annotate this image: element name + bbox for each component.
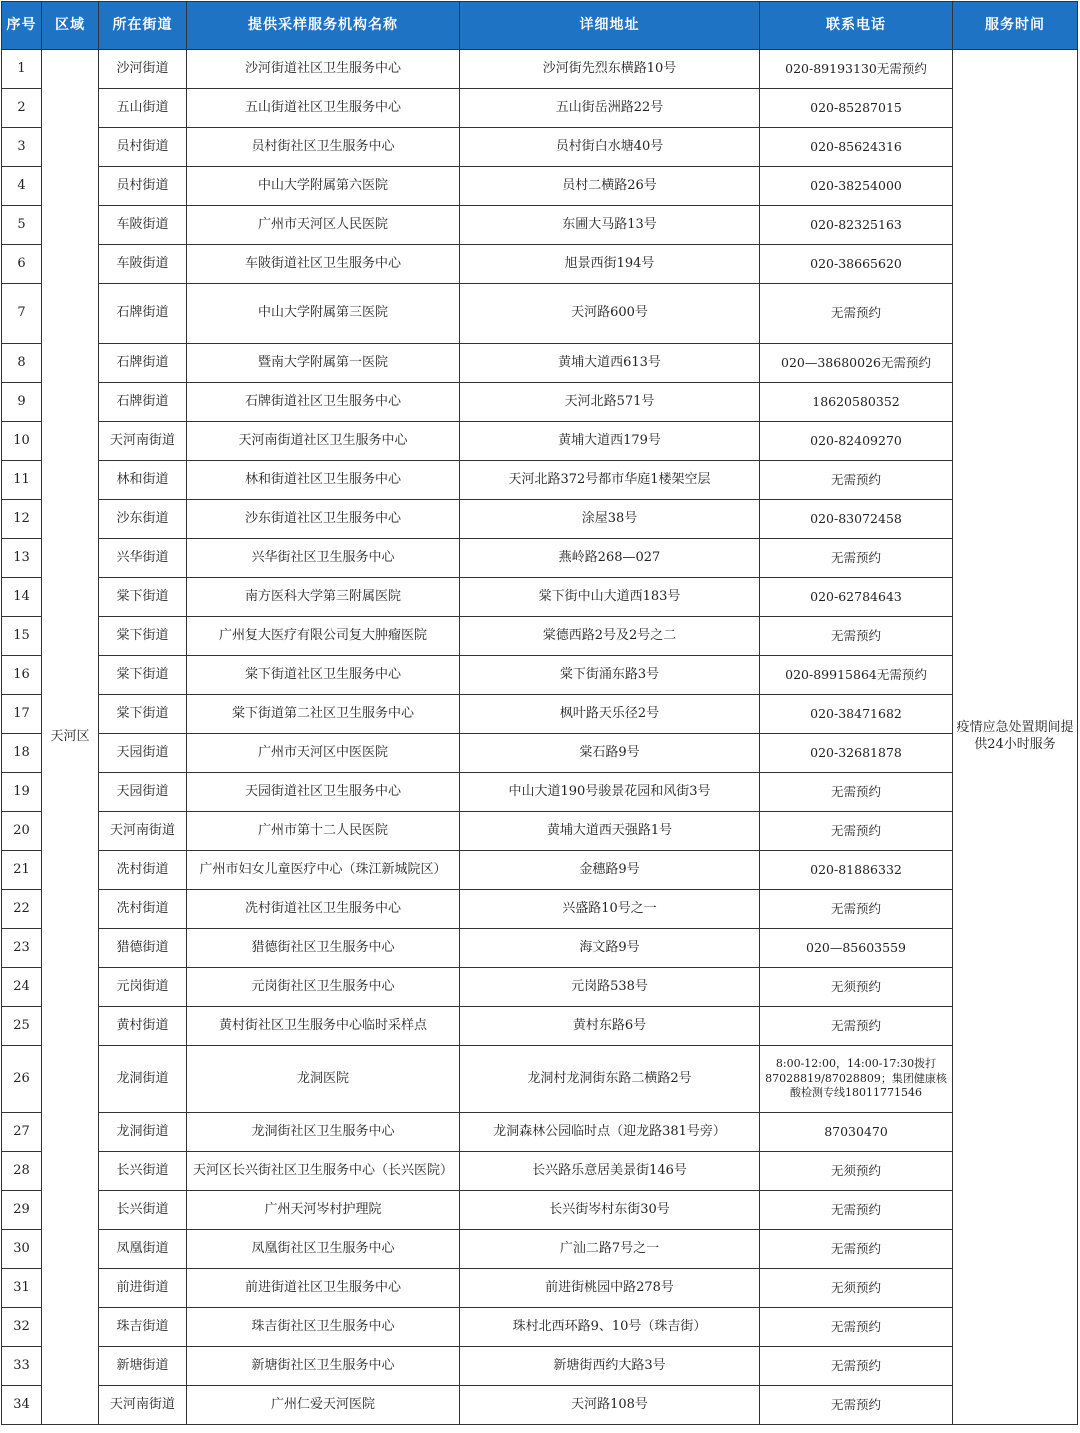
- table-row: [2, 539, 1078, 578]
- row-org: 猎德街社区卫生服务中心: [187, 929, 460, 968]
- region-cell: 天河区: [42, 50, 99, 1425]
- row-street: 车陂街道: [99, 206, 187, 245]
- row-seq: 16: [2, 656, 42, 695]
- row-street: 兴华街道: [99, 539, 187, 578]
- row-seq: 32: [2, 1308, 42, 1347]
- table-row: [2, 1007, 1078, 1046]
- table-row: [2, 50, 1078, 89]
- row-org: 五山街道社区卫生服务中心: [187, 89, 460, 128]
- row-org: 新塘街社区卫生服务中心: [187, 1347, 460, 1386]
- row-street: 元岗街道: [99, 968, 187, 1007]
- row-org: 南方医科大学第三附属医院: [187, 578, 460, 617]
- table-body: [2, 50, 1078, 1425]
- row-seq: 8: [2, 344, 42, 383]
- row-phone: 无需预约: [760, 461, 953, 500]
- row-address: 广汕二路7号之一: [460, 1230, 760, 1269]
- table-row: [2, 344, 1078, 383]
- row-phone: 无需预约: [760, 1191, 953, 1230]
- row-org: 中山大学附属第六医院: [187, 167, 460, 206]
- table-row: [2, 245, 1078, 284]
- row-phone: 无需预约: [760, 812, 953, 851]
- row-phone: 无需预约: [760, 773, 953, 812]
- row-street: 棠下街道: [99, 617, 187, 656]
- header-hours: 服务时间: [953, 2, 1078, 50]
- row-phone: 8:00-12:00，14:00-17:30拨打87028819/87028809；集团健康核酸检测专线18011771546: [760, 1046, 953, 1113]
- table-row: [2, 206, 1078, 245]
- row-org: 广州天河岑村护理院: [187, 1191, 460, 1230]
- row-seq: 21: [2, 851, 42, 890]
- table-row: [2, 128, 1078, 167]
- row-address: 涂屋38号: [460, 500, 760, 539]
- row-address: 兴盛路10号之一: [460, 890, 760, 929]
- row-phone: 87030470: [760, 1113, 953, 1152]
- row-org: 广州仁爱天河医院: [187, 1386, 460, 1425]
- row-seq: 1: [2, 50, 42, 89]
- header-row: [2, 2, 1078, 50]
- row-street: 天园街道: [99, 734, 187, 773]
- row-seq: 20: [2, 812, 42, 851]
- row-phone: 18620580352: [760, 383, 953, 422]
- row-phone: 020-38254000: [760, 167, 953, 206]
- row-seq: 14: [2, 578, 42, 617]
- row-seq: 9: [2, 383, 42, 422]
- row-street: 龙洞街道: [99, 1113, 187, 1152]
- table-row: [2, 1113, 1078, 1152]
- row-org: 石牌街道社区卫生服务中心: [187, 383, 460, 422]
- row-address: 新塘街西约大路3号: [460, 1347, 760, 1386]
- row-phone: 无需预约: [760, 1230, 953, 1269]
- table-row: [2, 656, 1078, 695]
- row-org: 林和街道社区卫生服务中心: [187, 461, 460, 500]
- row-phone: 无需预约: [760, 1386, 953, 1425]
- row-street: 沙东街道: [99, 500, 187, 539]
- table-row: [2, 89, 1078, 128]
- row-seq: 12: [2, 500, 42, 539]
- row-phone: 无需预约: [760, 539, 953, 578]
- row-address: 黄埔大道西天强路1号: [460, 812, 760, 851]
- row-seq: 22: [2, 890, 42, 929]
- row-street: 棠下街道: [99, 578, 187, 617]
- table-row: [2, 929, 1078, 968]
- row-address: 枫叶路天乐径2号: [460, 695, 760, 734]
- row-phone: 无需预约: [760, 617, 953, 656]
- row-phone: 020-82325163: [760, 206, 953, 245]
- header-phone: 联系电话: [760, 2, 953, 50]
- row-street: 棠下街道: [99, 695, 187, 734]
- row-address: 珠村北西环路9、10号（珠吉街）: [460, 1308, 760, 1347]
- row-street: 新塘街道: [99, 1347, 187, 1386]
- row-seq: 23: [2, 929, 42, 968]
- row-street: 前进街道: [99, 1269, 187, 1308]
- row-org: 兴华街社区卫生服务中心: [187, 539, 460, 578]
- row-address: 员村二横路26号: [460, 167, 760, 206]
- row-seq: 28: [2, 1152, 42, 1191]
- table-row: [2, 968, 1078, 1007]
- row-street: 沙河街道: [99, 50, 187, 89]
- row-address: 天河北路571号: [460, 383, 760, 422]
- row-org: 暨南大学附属第一医院: [187, 344, 460, 383]
- row-seq: 19: [2, 773, 42, 812]
- row-phone: 020-32681878: [760, 734, 953, 773]
- row-street: 天河南街道: [99, 1386, 187, 1425]
- row-address: 黄埔大道西179号: [460, 422, 760, 461]
- row-org: 广州市妇女儿童医疗中心（珠江新城院区）: [187, 851, 460, 890]
- row-address: 金穗路9号: [460, 851, 760, 890]
- row-phone: 020-89193130无需预约: [760, 50, 953, 89]
- header-address: 详细地址: [460, 2, 760, 50]
- table-row: [2, 617, 1078, 656]
- row-org: 中山大学附属第三医院: [187, 284, 460, 344]
- row-street: 凤凰街道: [99, 1230, 187, 1269]
- row-seq: 18: [2, 734, 42, 773]
- row-phone: 020-89915864无需预约: [760, 656, 953, 695]
- row-address: 东圃大马路13号: [460, 206, 760, 245]
- row-seq: 25: [2, 1007, 42, 1046]
- row-street: 石牌街道: [99, 383, 187, 422]
- row-seq: 30: [2, 1230, 42, 1269]
- table-row: [2, 500, 1078, 539]
- row-seq: 29: [2, 1191, 42, 1230]
- row-street: 冼村街道: [99, 890, 187, 929]
- row-phone: 020-82409270: [760, 422, 953, 461]
- row-street: 棠下街道: [99, 656, 187, 695]
- row-street: 车陂街道: [99, 245, 187, 284]
- row-org: 黄村街社区卫生服务中心临时采样点: [187, 1007, 460, 1046]
- row-org: 凤凰街社区卫生服务中心: [187, 1230, 460, 1269]
- table-row: [2, 1269, 1078, 1308]
- row-street: 员村街道: [99, 128, 187, 167]
- table-row: [2, 1308, 1078, 1347]
- row-org: 员村街社区卫生服务中心: [187, 128, 460, 167]
- row-phone: 020-38471682: [760, 695, 953, 734]
- table-row: [2, 1386, 1078, 1425]
- row-address: 黄埔大道西613号: [460, 344, 760, 383]
- table-row: [2, 734, 1078, 773]
- row-phone: 无需预约: [760, 284, 953, 344]
- row-phone: 020-85287015: [760, 89, 953, 128]
- row-phone: 无需预约: [760, 1347, 953, 1386]
- row-org: 冼村街道社区卫生服务中心: [187, 890, 460, 929]
- row-address: 沙河街先烈东横路10号: [460, 50, 760, 89]
- table-row: [2, 578, 1078, 617]
- row-org: 棠下街道第二社区卫生服务中心: [187, 695, 460, 734]
- row-seq: 4: [2, 167, 42, 206]
- table-row: [2, 383, 1078, 422]
- table-row: [2, 890, 1078, 929]
- row-seq: 24: [2, 968, 42, 1007]
- row-phone: 无须预约: [760, 1269, 953, 1308]
- row-seq: 33: [2, 1347, 42, 1386]
- row-org: 广州市天河区中医医院: [187, 734, 460, 773]
- row-address: 棠石路9号: [460, 734, 760, 773]
- row-address: 天河路600号: [460, 284, 760, 344]
- table-row: [2, 773, 1078, 812]
- row-street: 天河南街道: [99, 812, 187, 851]
- row-address: 五山街岳洲路22号: [460, 89, 760, 128]
- row-seq: 34: [2, 1386, 42, 1425]
- row-org: 珠吉街社区卫生服务中心: [187, 1308, 460, 1347]
- row-address: 龙洞森林公园临时点（迎龙路381号旁）: [460, 1113, 760, 1152]
- row-org: 广州复大医疗有限公司复大肿瘤医院: [187, 617, 460, 656]
- row-phone: 020-62784643: [760, 578, 953, 617]
- row-org: 广州市第十二人民医院: [187, 812, 460, 851]
- table-row: [2, 461, 1078, 500]
- header-org: 提供采样服务机构名称: [187, 2, 460, 50]
- row-street: 龙洞街道: [99, 1046, 187, 1113]
- row-org: 沙东街道社区卫生服务中心: [187, 500, 460, 539]
- row-seq: 10: [2, 422, 42, 461]
- row-street: 林和街道: [99, 461, 187, 500]
- row-seq: 17: [2, 695, 42, 734]
- row-seq: 31: [2, 1269, 42, 1308]
- row-org: 龙洞街社区卫生服务中心: [187, 1113, 460, 1152]
- row-street: 黄村街道: [99, 1007, 187, 1046]
- row-street: 天河南街道: [99, 422, 187, 461]
- row-phone: 020—85603559: [760, 929, 953, 968]
- sampling-sites-sheet: [1, 1, 1079, 1425]
- row-seq: 26: [2, 1046, 42, 1113]
- row-address: 棠德西路2号及2号之二: [460, 617, 760, 656]
- row-address: 元岗路538号: [460, 968, 760, 1007]
- row-phone: 无须预约: [760, 1152, 953, 1191]
- row-street: 珠吉街道: [99, 1308, 187, 1347]
- row-seq: 5: [2, 206, 42, 245]
- row-address: 天河路108号: [460, 1386, 760, 1425]
- row-org: 棠下街道社区卫生服务中心: [187, 656, 460, 695]
- row-phone: 020—38680026无需预约: [760, 344, 953, 383]
- row-seq: 2: [2, 89, 42, 128]
- table-row: [2, 1347, 1078, 1386]
- row-seq: 11: [2, 461, 42, 500]
- row-seq: 7: [2, 284, 42, 344]
- table-row: [2, 1230, 1078, 1269]
- row-street: 石牌街道: [99, 344, 187, 383]
- row-org: 天河区长兴街社区卫生服务中心（长兴医院）: [187, 1152, 460, 1191]
- row-address: 黄村东路6号: [460, 1007, 760, 1046]
- row-address: 旭景西街194号: [460, 245, 760, 284]
- row-address: 长兴路乐意居美景街146号: [460, 1152, 760, 1191]
- row-org: 元岗街社区卫生服务中心: [187, 968, 460, 1007]
- table-row: [2, 1046, 1078, 1113]
- row-org: 前进街道社区卫生服务中心: [187, 1269, 460, 1308]
- row-org: 车陂街道社区卫生服务中心: [187, 245, 460, 284]
- row-seq: 13: [2, 539, 42, 578]
- row-phone: 020-85624316: [760, 128, 953, 167]
- row-address: 前进街桃园中路278号: [460, 1269, 760, 1308]
- header-seq: 序号: [2, 2, 42, 50]
- row-phone: 无需预约: [760, 890, 953, 929]
- table-row: [2, 1191, 1078, 1230]
- row-seq: 15: [2, 617, 42, 656]
- table-row: [2, 284, 1078, 344]
- row-street: 员村街道: [99, 167, 187, 206]
- row-street: 猎德街道: [99, 929, 187, 968]
- row-street: 石牌街道: [99, 284, 187, 344]
- row-phone: 020-83072458: [760, 500, 953, 539]
- row-phone: 020-38665620: [760, 245, 953, 284]
- table-row: [2, 812, 1078, 851]
- table-row: [2, 851, 1078, 890]
- row-org: 龙洞医院: [187, 1046, 460, 1113]
- row-address: 长兴街岑村东街30号: [460, 1191, 760, 1230]
- service-hours-cell: 疫情应急处置期间提供24小时服务: [953, 50, 1078, 1425]
- row-org: 天河南街道社区卫生服务中心: [187, 422, 460, 461]
- row-address: 龙洞村龙洞街东路二横路2号: [460, 1046, 760, 1113]
- table-row: [2, 1152, 1078, 1191]
- row-street: 五山街道: [99, 89, 187, 128]
- row-address: 中山大道190号骏景花园和风街3号: [460, 773, 760, 812]
- row-address: 员村街白水塘40号: [460, 128, 760, 167]
- row-address: 海文路9号: [460, 929, 760, 968]
- table-row: [2, 422, 1078, 461]
- row-street: 冼村街道: [99, 851, 187, 890]
- header-region: 区域: [42, 2, 99, 50]
- sampling-sites-table: [1, 1, 1078, 1425]
- row-seq: 27: [2, 1113, 42, 1152]
- row-street: 长兴街道: [99, 1152, 187, 1191]
- row-seq: 6: [2, 245, 42, 284]
- row-address: 棠下街涌东路3号: [460, 656, 760, 695]
- row-street: 长兴街道: [99, 1191, 187, 1230]
- header-street: 所在街道: [99, 2, 187, 50]
- row-address: 棠下街中山大道西183号: [460, 578, 760, 617]
- row-address: 燕岭路268—027: [460, 539, 760, 578]
- table-header: [2, 2, 1078, 50]
- row-phone: 无须预约: [760, 968, 953, 1007]
- row-phone: 020-81886332: [760, 851, 953, 890]
- table-row: [2, 695, 1078, 734]
- row-org: 广州市天河区人民医院: [187, 206, 460, 245]
- row-phone: 无需预约: [760, 1308, 953, 1347]
- row-street: 天园街道: [99, 773, 187, 812]
- table-row: [2, 167, 1078, 206]
- row-seq: 3: [2, 128, 42, 167]
- row-org: 沙河街道社区卫生服务中心: [187, 50, 460, 89]
- row-phone: 无需预约: [760, 1007, 953, 1046]
- row-address: 天河北路372号都市华庭1楼架空层: [460, 461, 760, 500]
- row-org: 天园街道社区卫生服务中心: [187, 773, 460, 812]
